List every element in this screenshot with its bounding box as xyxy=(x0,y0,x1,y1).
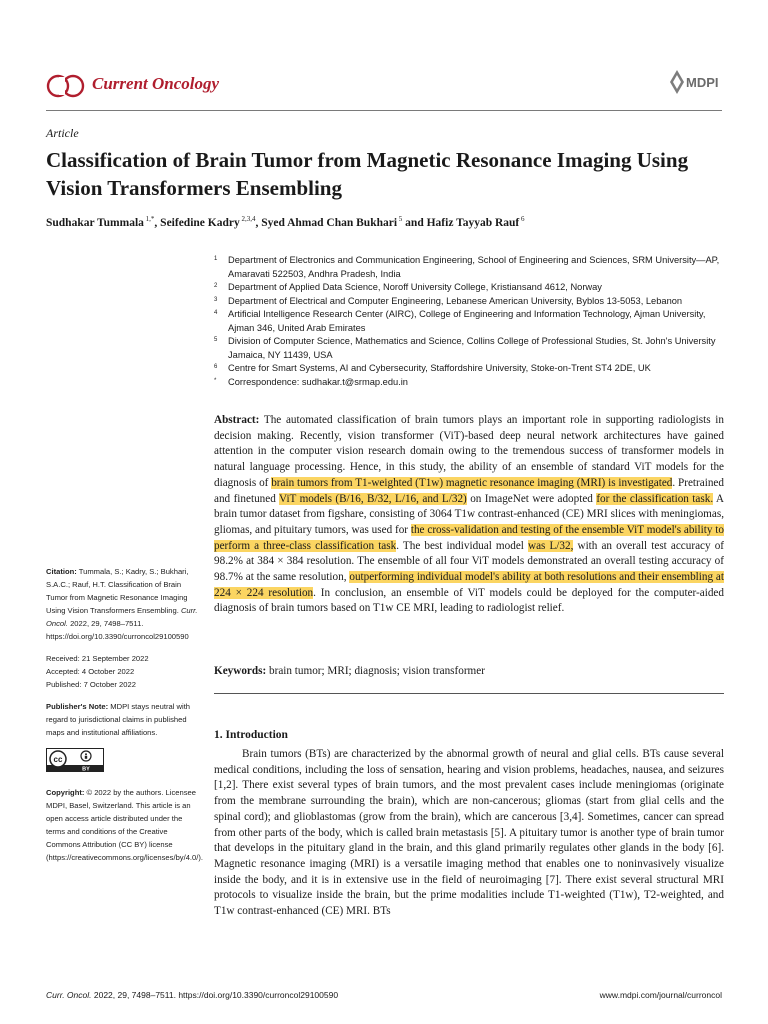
affiliation-number: 5 xyxy=(214,337,218,343)
introduction-body: Brain tumors (BTs) are characterized by the abnormal growth of neural and glial cells. BTs cause several medical conditions, including the loss of sensation, hearing and vision problems, headaches, nausea, and seizures [1,2]. There exist several types of brain tumors, and the most prevalent cases include meningiomas (originate from the membrane surrounding the brain), which are non-cancerous; gliomas (start from glial cells and the spinal cord); and glioblastomas (grow from the brain), which are cancerous [3,4]. Sometimes, cancer can spread from other parts of the body, which is called brain metastasis [5]. A pituitary tumor is another type of brain tumor that develops in the pituitary gland in the brain, and this gland primarily regulates other glands in the body [6]. Magnetic resonance imaging (MRI) is a versatile imaging method that enables one to noninvasively visualize inside the body, and it is in extensive use in the field of neuroimaging [7]. There exist several structural MRI protocols to visualize inside the brain, but the prime modalities include T1-weighted (T1w), T2-weighted, and T1w contrast-enhanced (CE) MRI. BTs xyxy=(214,748,724,918)
copyright-label: Copyright: xyxy=(46,788,85,797)
footer-journal-url[interactable]: www.mdpi.com/journal/curroncol xyxy=(599,990,722,1000)
author-name: Hafiz Tayyab Rauf xyxy=(426,216,520,229)
affiliation-text: Department of Electronics and Communication Engineering, School of Engineering and Sciences, SRM University—AP, Amaravati 522503, Andhra Pradesh, India xyxy=(228,255,720,279)
affiliation-number: 3 xyxy=(214,296,218,303)
author-name: Syed Ahmad Chan Bukhari xyxy=(261,216,398,229)
abstract xyxy=(214,413,724,617)
affiliation-text: Centre for Smart Systems, AI and Cybersecurity, Staffordshire University, Stoke-on-Trent ST4 2DE, UK xyxy=(228,363,651,373)
affiliation-text: Correspondence: sudhakar.t@srmap.edu.in xyxy=(228,376,408,387)
affiliation-text: Artificial Intelligence Research Center (AIRC), College of Engineering and Information Technology, Ajman University, Ajman 346, United Arab Emirates xyxy=(228,309,706,333)
affiliation-item xyxy=(214,362,724,376)
article-type: Article xyxy=(46,126,79,140)
abstract-text xyxy=(214,414,724,614)
abstract-segment: . The best individual model xyxy=(396,539,528,552)
abstract-label: Abstract: xyxy=(214,414,260,426)
cc-by-license-icon[interactable] xyxy=(46,748,104,772)
abstract-highlight: the cross-validation and testing of the ensemble ViT model's ability to perform a three-class classification task xyxy=(214,523,724,552)
svg-text:cc: cc xyxy=(53,755,63,764)
citation-block xyxy=(46,565,198,643)
affiliation-number: * xyxy=(214,377,217,384)
abstract-segment: . Pretrained and finetuned xyxy=(214,476,724,505)
affiliation-list xyxy=(214,254,724,389)
abstract-segment: . In conclusion, an ensemble of ViT models could be deployed for the computer-aided diagnosis of brain tumors based on T1w CE MRI, leading to radiologist relief. xyxy=(214,586,724,615)
citation-text: Tummala, S.; Kadry, S.; Bukhari, S.A.C.; Rauf, H.T. Classification of Brain Tumor from Magnetic Resonance Imaging Using Vision Transformers Ensembling. xyxy=(46,567,189,615)
author-name: Seifedine Kadry xyxy=(160,216,240,229)
cc-label: BY xyxy=(82,766,90,772)
affiliation-item xyxy=(214,295,724,309)
keywords-divider xyxy=(214,693,724,694)
keywords-label: Keywords: xyxy=(214,665,267,677)
author-affiliation-mark: 5 xyxy=(397,215,403,223)
author-affiliation-mark: 6 xyxy=(519,215,525,223)
affiliation-text: Department of Applied Data Science, Noroff University College, Kristiansand 4612, Norway xyxy=(228,282,602,292)
publisher-note-text: MDPI stays neutral with regard to jurisdictional claims in published maps and institutional affiliations. xyxy=(46,702,191,737)
affiliation-item xyxy=(214,254,724,281)
affiliation-item xyxy=(214,335,724,362)
affiliation-item xyxy=(214,281,724,295)
abstract-segment: with an overall test accuracy of 98.2% at 384 × 384 resolution. The ensemble of all four ViT models demonstrated an overall testing accuracy of 98.7% at the same resolution, xyxy=(214,539,725,584)
mdpi-logo-icon xyxy=(664,66,722,98)
citation-journal: Curr. Oncol. xyxy=(46,606,198,628)
abstract-segment: The automated classification of brain tumors plays an important role in supporting radiologists in decision making. Recently, vision transformer (ViT)-based deep neural network architectures have gained attention in the computer vision research domain owing to the tremendous success of transformer models in natural language processing. Hence, in this study, the ability of an ensemble of standard ViT models for the diagnosis of xyxy=(214,414,724,489)
dates-block xyxy=(46,652,198,691)
sidebar xyxy=(46,565,203,873)
copyright-text: © 2022 by the authors. Licensee MDPI, Basel, Switzerland. This article is an open access article distributed under the terms and conditions of the Creative Commons Attribution (CC BY) license (https://creativecommons.org/licenses/by/4.0/). xyxy=(46,788,203,862)
journal-logo-icon xyxy=(46,72,86,100)
keywords-text: brain tumor; MRI; diagnosis; vision transformer xyxy=(266,665,485,677)
author-name: Sudhakar Tummala xyxy=(46,216,144,229)
received-date: Received: 21 September 2022 xyxy=(46,654,149,663)
affiliation-text: Department of Electrical and Computer Engineering, Lebanese American University, Byblos 13-5053, Lebanon xyxy=(228,295,683,306)
abstract-segment: on ImageNet were adopted xyxy=(466,492,597,505)
author-separator: , xyxy=(255,216,262,229)
footer-journal: Curr. Oncol. xyxy=(46,990,92,1000)
copyright-block xyxy=(46,786,203,864)
publisher-note-label: Publisher's Note: xyxy=(46,702,109,711)
section-heading-introduction: 1. Introduction xyxy=(214,729,288,741)
author-list xyxy=(46,215,525,229)
journal-name: Current Oncology xyxy=(92,74,220,93)
author-affiliation-mark: 2,3,4 xyxy=(239,215,256,223)
article-title: Classification of Brain Tumor from Magnetic Resonance Imaging Using Vision Transformers Ensembling xyxy=(46,148,689,200)
published-date: Published: 7 October 2022 xyxy=(46,680,136,689)
header-divider xyxy=(46,110,722,111)
citation-label: Citation: xyxy=(46,567,77,576)
affiliation-number: 2 xyxy=(214,283,218,289)
affiliation-text: Division of Computer Science, Mathematics and Science, Collins College of Professional Studies, St. John's University Jamaica, NY 11439, USA xyxy=(228,336,716,360)
abstract-segment: A brain tumor dataset from figshare, consisting of 3064 T1w contrast-enhanced (CE) MRI slices with meningiomas, gliomas, and pituitary tumors, was used for xyxy=(214,492,725,536)
author-separator: and xyxy=(402,216,427,229)
abstract-highlight: ViT models (B/16, B/32, L/16, and L/32) xyxy=(279,492,467,505)
abstract-highlight: brain tumors from T1-weighted (T1w) magnetic resonance imaging (MRI) is investigated xyxy=(271,476,673,489)
affiliation-number: 4 xyxy=(214,310,218,316)
author-affiliation-mark: 1,* xyxy=(143,215,155,223)
publisher-note xyxy=(46,700,198,739)
keywords xyxy=(214,665,724,677)
affiliation-number: 1 xyxy=(214,256,218,262)
author-separator: , xyxy=(154,216,161,229)
abstract-highlight: outperforming individual model's ability at both resolutions and their ensembling at 224 × 224 resolution xyxy=(214,571,725,599)
abstract-highlight: for the classification task. xyxy=(596,492,714,505)
citation-doi-link[interactable]: 2022, 29, 7498–7511. https://doi.org/10.3390/curroncol29100590 xyxy=(46,619,189,641)
affiliation-item xyxy=(214,376,724,390)
footer-citation xyxy=(46,990,338,1000)
footer-doi-link[interactable]: 2022, 29, 7498–7511. https://doi.org/10.3390/curroncol29100590 xyxy=(91,990,339,1000)
affiliation-number: 6 xyxy=(214,364,218,370)
accepted-date: Accepted: 4 October 2022 xyxy=(46,667,135,676)
abstract-highlight: was L/32, xyxy=(527,539,574,552)
affiliation-item xyxy=(214,308,724,335)
publisher-name: MDPI xyxy=(686,75,719,90)
